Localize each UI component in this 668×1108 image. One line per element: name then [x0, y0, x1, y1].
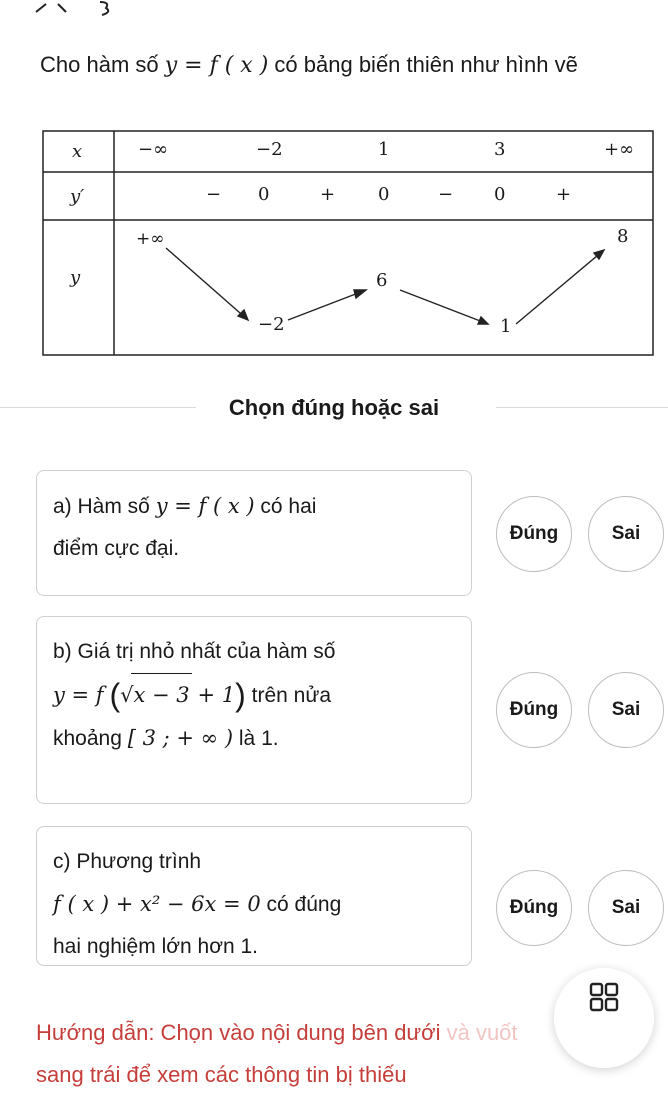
y-value: 6	[376, 270, 388, 291]
y-value: +∞	[136, 229, 165, 249]
statement-a-line1: a) Hàm số y = f ( x ) có hai	[53, 494, 317, 518]
y-value: 8	[617, 226, 629, 247]
sign: +	[320, 184, 336, 205]
statement-c-line1: c) Phương trình	[53, 850, 202, 873]
statement-c-false-button[interactable]: Sai	[588, 870, 664, 946]
statement-a-true-button[interactable]: Đúng	[496, 496, 572, 572]
statement-b-card[interactable]	[36, 616, 472, 804]
statement-b-true-button[interactable]: Đúng	[496, 672, 572, 748]
sign: 0	[378, 184, 390, 205]
statement-b-false-button[interactable]: Sai	[588, 672, 664, 748]
yprime-row-label: y′	[70, 186, 85, 207]
grid-icon	[589, 982, 619, 1012]
x-value: +∞	[604, 139, 635, 160]
previous-content-fragment	[0, 0, 668, 18]
statement-c-card[interactable]	[36, 826, 472, 966]
variation-table-graphic	[42, 130, 654, 356]
sign: 0	[494, 184, 506, 205]
sign: +	[556, 184, 572, 205]
statement-b-line2: y = f (√x − 3 + 1) trên nửa	[53, 673, 455, 717]
statement-a-card[interactable]	[36, 470, 472, 596]
statement-a-false-button[interactable]: Sai	[588, 496, 664, 572]
question-text: Cho hàm số y = f ( x ) có bảng biến thiên như hình vẽ	[40, 52, 578, 78]
statement-a-line2: điểm cực đại.	[53, 537, 180, 560]
grid-menu-button[interactable]	[554, 968, 654, 1068]
statement-c-line2: f ( x ) + x² − 6x = 0 có đúng	[53, 892, 342, 916]
x-value: −∞	[138, 139, 169, 160]
sign: −	[206, 184, 222, 205]
section-title: Chọn đúng hoặc sai	[0, 390, 668, 426]
sign: 0	[258, 184, 270, 205]
sign: −	[438, 184, 454, 205]
statement-c-true-button[interactable]: Đúng	[496, 870, 572, 946]
y-value: 1	[500, 316, 512, 337]
statement-c-line3: hai nghiệm lớn hơn 1.	[53, 935, 258, 958]
guide-text: Hướng dẫn: Chọn vào nội dung bên dưới và vuốt sang trái để xem các thông tin bị thiếu	[36, 1020, 518, 1087]
x-value: 3	[494, 139, 506, 160]
function-notation: y = f ( x )	[164, 53, 269, 78]
variation-table	[42, 130, 654, 356]
y-row-label: y	[70, 267, 81, 288]
x-value: 1	[378, 139, 390, 160]
x-value: −2	[256, 139, 283, 160]
statement-b-line1: b) Giá trị nhỏ nhất của hàm số	[53, 640, 336, 663]
statement-b-line3: khoảng [ 3 ; + ∞ ) là 1.	[53, 726, 279, 750]
x-row-label: x	[72, 141, 83, 162]
y-value: −2	[258, 314, 285, 335]
